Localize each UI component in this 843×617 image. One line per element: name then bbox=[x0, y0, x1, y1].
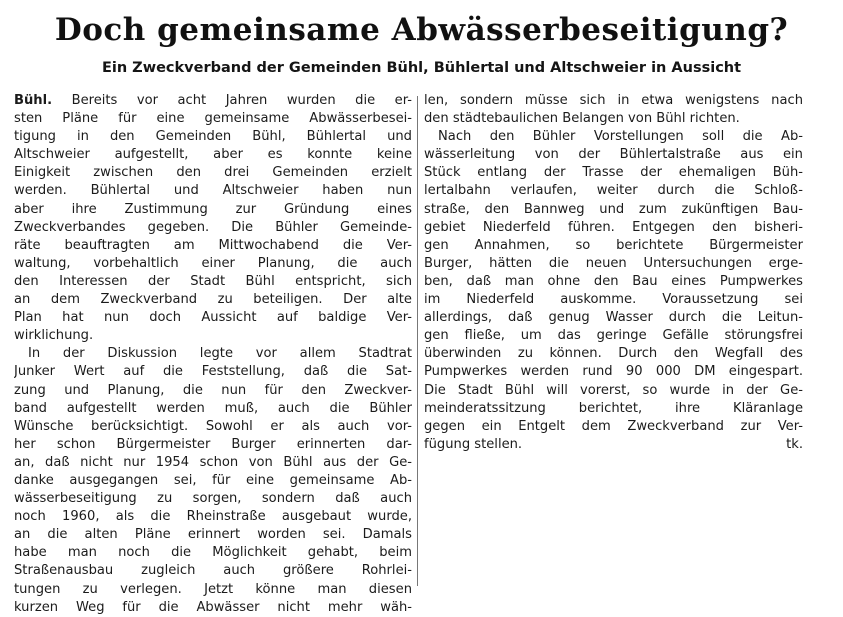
text-line: Pumpwerkes werden rund 90 000 DM eingespart. bbox=[424, 364, 803, 380]
text-line: allerdings, daß genug Wasser durch die Leitun- bbox=[424, 310, 803, 326]
dateline: Bühl. bbox=[14, 93, 53, 108]
text-line: gen fließe, um das geringe Gefälle störungsfrei bbox=[424, 328, 803, 344]
text-line: an die alten Pläne erinnert worden sei. Damals bbox=[14, 527, 412, 543]
text-line: räte beauftragten am Mittwochabend die Ver- bbox=[14, 237, 412, 253]
text-line: Stück entlang der Trasse der ehemaligen Büh- bbox=[424, 165, 803, 181]
text-line: im Niederfeld auskomme. Voraussetzung sei bbox=[424, 292, 803, 308]
subheadline: Ein Zweckverband der Gemeinden Bühl, Bühlertal und Altschweier in Aussicht bbox=[101, 60, 742, 76]
text-line: wirklichung. bbox=[14, 328, 94, 344]
text-line: noch 1960, als die Rheinstraße ausgebaut wurde, bbox=[14, 509, 412, 525]
text-line: Bühl. Bereits vor acht Jahren wurden die er- bbox=[14, 93, 412, 108]
text-line: kurzen Weg für die Abwässer nicht mehr wäh- bbox=[14, 599, 412, 615]
text-line: Straßenausbau zugleich auch größere Rohrlei- bbox=[14, 563, 412, 579]
text-line: Burger, hätten die neuen Untersuchungen erge- bbox=[424, 255, 803, 271]
text-line: Plan hat nun doch Aussicht auf baldige Ver- bbox=[14, 310, 412, 326]
text-line: Zweckverbandes gegeben. Die Bühler Gemeinde- bbox=[14, 219, 412, 235]
text-line: gebiet Niederfeld führen. Entgegen den bisheri- bbox=[424, 219, 803, 235]
text-line: zung und Planung, die nun für den Zweckver- bbox=[14, 382, 412, 398]
text-line: her schon Bürgermeister Burger erinnerten dar- bbox=[14, 436, 412, 452]
text-line: Altschweier aufgestellt, aber es konnte keine bbox=[14, 147, 412, 163]
text-line: fügung stellen. bbox=[424, 436, 523, 452]
text-line: den Interessen der Stadt Bühl entspricht, sich bbox=[14, 273, 412, 289]
text-line: Einigkeit zwischen den drei Gemeinden erzielt bbox=[14, 165, 412, 181]
text-line: werden. Bühlertal und Altschweier haben nun bbox=[14, 183, 412, 199]
text-line: gen Annahmen, so berichtete Bürgermeister bbox=[424, 237, 803, 253]
text-line: Nach den Bühler Vorstellungen soll die Ab- bbox=[438, 129, 803, 145]
text-line: an, daß nicht nur 1954 schon von Bühl aus der Ge- bbox=[14, 454, 412, 470]
closing-line bbox=[424, 436, 803, 454]
text-line: überwinden zu können. Durch den Wegfall des bbox=[424, 346, 803, 362]
text-line: tigung in den Gemeinden Bühl, Bühlertal und bbox=[14, 129, 412, 145]
text-line: ben, daß man ohne den Bau eines Pumpwerkes bbox=[424, 273, 803, 289]
text-line: wässerbeseitigung zu sorgen, sondern daß auch bbox=[14, 491, 412, 507]
text-line: In der Diskussion legte vor allem Stadtrat bbox=[28, 346, 412, 362]
text-line: wässerleitung von der Bühlertalstraße aus ein bbox=[424, 147, 803, 163]
text-line: sten Pläne für eine gemeinsame Abwässerbesei- bbox=[14, 111, 412, 127]
author-signature: tk. bbox=[786, 436, 803, 452]
text-line: meinderatssitzung berichtet, ihre Kläranlage bbox=[424, 400, 803, 416]
text-line: waltung, vorbehaltlich einer Planung, die auch bbox=[14, 255, 412, 271]
text-line: tungen zu verlegen. Jetzt könne man diesen bbox=[14, 581, 412, 597]
article-column-left bbox=[14, 92, 412, 617]
column-divider bbox=[417, 96, 418, 586]
text-line: lertalbahn verlaufen, weiter durch die Schloß- bbox=[424, 183, 803, 199]
text-line: aber ihre Zustimmung zur Gründung eines bbox=[14, 201, 412, 217]
text-line: len, sondern müsse sich in etwa wenigstens nach bbox=[424, 93, 803, 108]
text-line: gegen ein Entgelt dem Zweckverband zur Ver- bbox=[424, 418, 803, 434]
text-line: an dem Zweckverband zu beteiligen. Der alte bbox=[14, 292, 412, 308]
text-line: band aufgestellt werden muß, auch die Bühler bbox=[14, 400, 412, 416]
article-column-right bbox=[424, 92, 803, 454]
text-line: Wünsche berücksichtigt. Sowohl er als auch vor- bbox=[14, 418, 412, 434]
text-line: danke ausgegangen sei, für eine gemeinsame Ab- bbox=[14, 472, 412, 488]
text-line: Die Stadt Bühl will vorerst, so wurde in der Ge- bbox=[424, 382, 803, 398]
text-line: habe man noch die Möglichkeit gehabt, beim bbox=[14, 545, 412, 561]
text-line: Junker Wert auf die Feststellung, daß die Sat- bbox=[14, 364, 412, 380]
text-line: straße, den Bannweg und zum zukünftigen Bau- bbox=[424, 201, 803, 217]
headline: Doch gemeinsame Abwässerbeseitigung? bbox=[54, 12, 789, 48]
text-line: den städtebaulichen Belangen von Bühl richten. bbox=[424, 111, 740, 127]
